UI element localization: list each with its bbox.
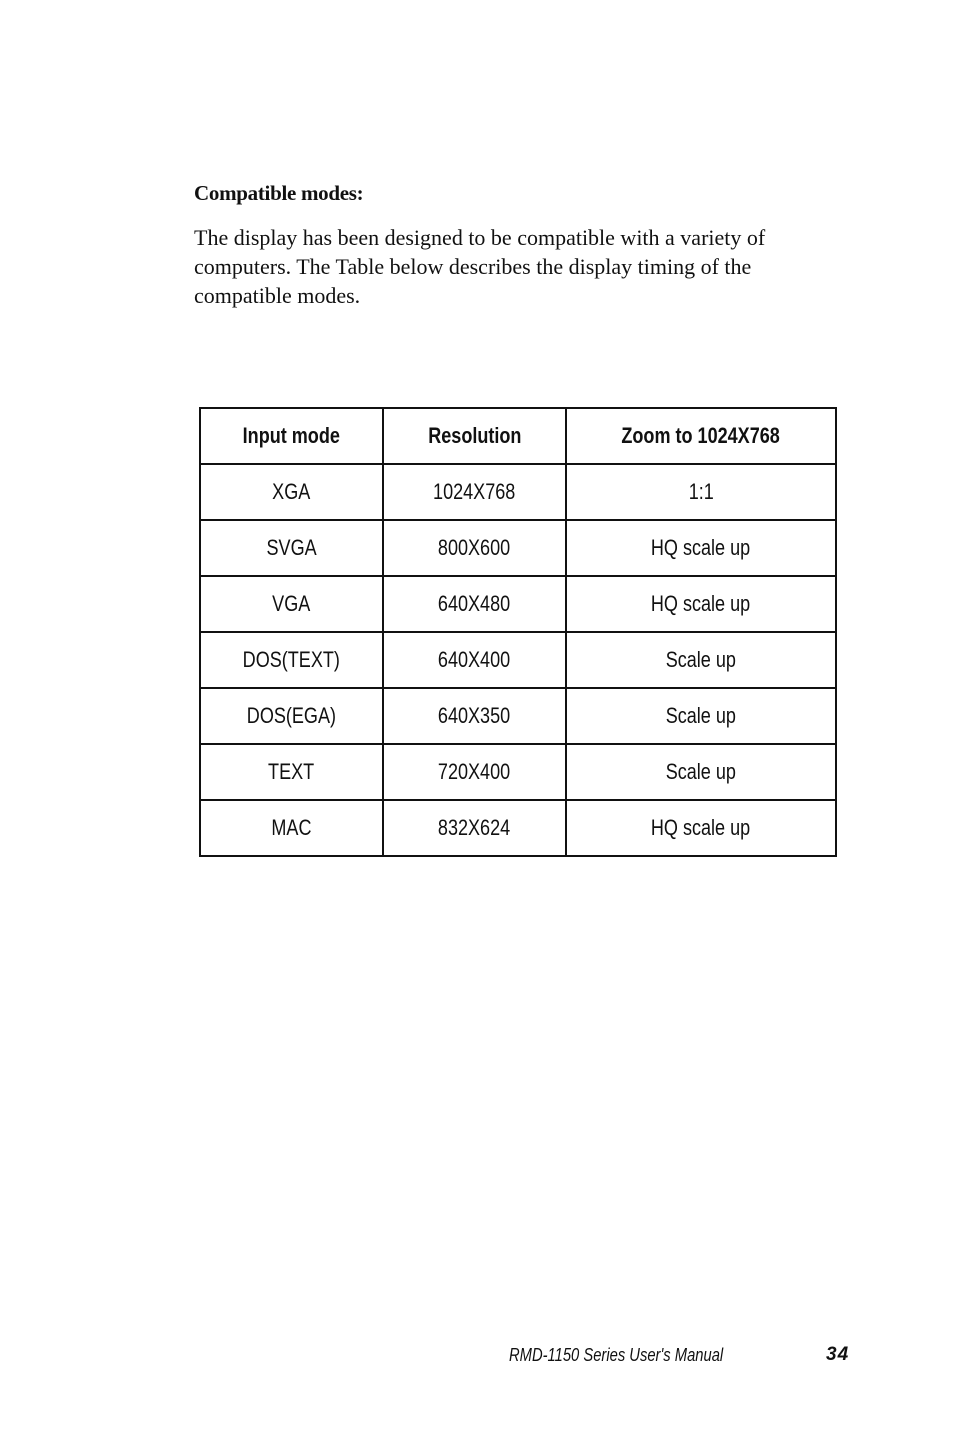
cell-input-mode: DOS(TEXT) (200, 632, 383, 688)
cell-resolution: 640X400 (383, 632, 566, 688)
cell-resolution: 1024X768 (383, 464, 566, 520)
cell-input-mode: TEXT (200, 744, 383, 800)
header-resolution: Resolution (383, 408, 566, 464)
cell-zoom: HQ scale up (566, 800, 836, 856)
table-row (200, 632, 836, 688)
table-row (200, 464, 836, 520)
cell-resolution: 640X350 (383, 688, 566, 744)
page-number: 34 (826, 1344, 850, 1365)
cell-zoom: HQ scale up (566, 576, 836, 632)
footer-manual-title: RMD-1150 Series User's Manual (509, 1345, 724, 1365)
cell-zoom: HQ scale up (566, 520, 836, 576)
table-row (200, 688, 836, 744)
cell-resolution: 832X624 (383, 800, 566, 856)
cell-resolution: 720X400 (383, 744, 566, 800)
intro-line: computers. The Table below describes the display timing of the (194, 254, 752, 279)
intro-line: The display has been designed to be compatible with a variety of (194, 225, 766, 250)
table-row (200, 576, 836, 632)
table-row (200, 520, 836, 576)
cell-input-mode: DOS(EGA) (200, 688, 383, 744)
cell-zoom: Scale up (566, 744, 836, 800)
section-heading: Compatible modes: (194, 181, 364, 205)
header-zoom: Zoom to 1024X768 (566, 408, 836, 464)
cell-resolution: 800X600 (383, 520, 566, 576)
cell-input-mode: MAC (200, 800, 383, 856)
cell-input-mode: XGA (200, 464, 383, 520)
table-row (200, 800, 836, 856)
cell-zoom: Scale up (566, 632, 836, 688)
intro-line: compatible modes. (194, 283, 361, 308)
table-header-row (200, 408, 836, 464)
cell-input-mode: SVGA (200, 520, 383, 576)
cell-resolution: 640X480 (383, 576, 566, 632)
table-row (200, 744, 836, 800)
cell-zoom: 1:1 (566, 464, 836, 520)
header-input-mode: Input mode (200, 408, 383, 464)
compatible-modes-table (199, 407, 837, 857)
cell-input-mode: VGA (200, 576, 383, 632)
intro-paragraph (194, 223, 844, 310)
cell-zoom: Scale up (566, 688, 836, 744)
